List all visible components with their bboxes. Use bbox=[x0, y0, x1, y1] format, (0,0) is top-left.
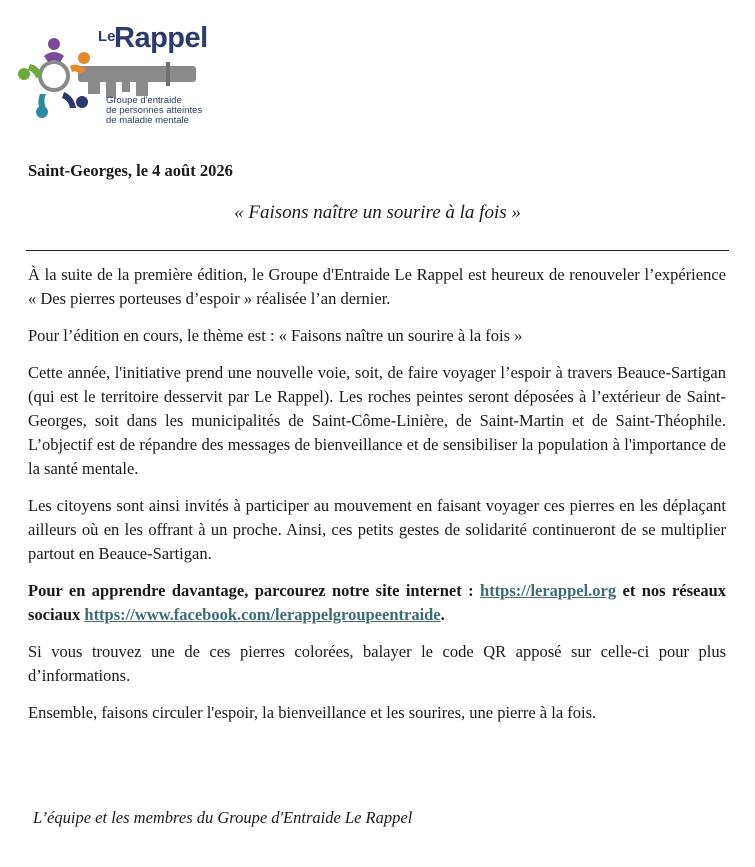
logo-tagline-line: de maladie mentale bbox=[106, 115, 189, 126]
website-link[interactable]: https://lerappel.org bbox=[480, 581, 617, 600]
paragraph-citizens: Les citoyens sont ainsi invités à participer au mouvement en faisant voyager ces pierres en les déplaçant ailleurs où en les offrant à un proche. Ainsi, ces petits gestes de solidarité continueront de se multiplier partout en Beauce-Sartigan. bbox=[28, 496, 726, 563]
header-divider bbox=[26, 250, 729, 251]
learn-more-mid: et nos réseaux sociaux bbox=[28, 581, 727, 624]
signature: L’équipe et les membres du Groupe d'Entraide Le Rappel bbox=[33, 808, 413, 827]
logo-brand-prefix: Le bbox=[98, 28, 116, 45]
logo-tagline bbox=[106, 96, 206, 126]
facebook-link[interactable]: https://www.facebook.com/lerappelgroupeentraide bbox=[84, 605, 441, 624]
paragraph-learn-more bbox=[28, 579, 726, 627]
letter-body bbox=[28, 263, 726, 738]
paragraph-closing: Ensemble, faisons circuler l'espoir, la bienveillance et les sourires, une pierre à la fois. bbox=[28, 703, 597, 722]
campaign-slogan: « Faisons naître un sourire à la fois » bbox=[234, 202, 521, 223]
organization-logo bbox=[16, 22, 206, 132]
logo-tagline-line: de personnes atteintes bbox=[106, 105, 203, 116]
paragraph-intro: À la suite de la première édition, le Groupe d'Entraide Le Rappel est heureux de renouveler l’expérience « Des pierres porteuses d’espoir » réalisée l’an dernier. bbox=[28, 265, 726, 308]
paragraph-initiative: Cette année, l'initiative prend une nouvelle voie, soit, de faire voyager l’espoir à travers Beauce-Sartigan (qui est le territoire desservit par Le Rappel). Les roches peintes seront déposées à l’extérieur de Saint-Georges, soit dans les municipalités de Saint-Côme-Linière, de Saint-Martin et de Saint-Théophile. L’objectif est de répandre des messages de bienveillance et de sensibiliser la population à l'importance de la santé mentale. bbox=[28, 363, 726, 478]
place-and-date: Saint-Georges, le 4 août 2026 bbox=[28, 161, 233, 180]
paragraph-theme: Pour l’édition en cours, le thème est : « Faisons naître un sourire à la fois » bbox=[28, 326, 523, 345]
learn-more-lead: Pour en apprendre davantage, parcourez notre site internet : bbox=[28, 581, 481, 600]
paragraph-qr-code: Si vous trouvez une de ces pierres colorées, balayer le code QR apposé sur celle-ci pour plus d’informations. bbox=[28, 642, 726, 685]
logo-tagline-line: Groupe d'entraide bbox=[106, 95, 182, 106]
logo-brand-name: Rappel bbox=[114, 22, 208, 54]
learn-more-end: . bbox=[440, 605, 445, 624]
